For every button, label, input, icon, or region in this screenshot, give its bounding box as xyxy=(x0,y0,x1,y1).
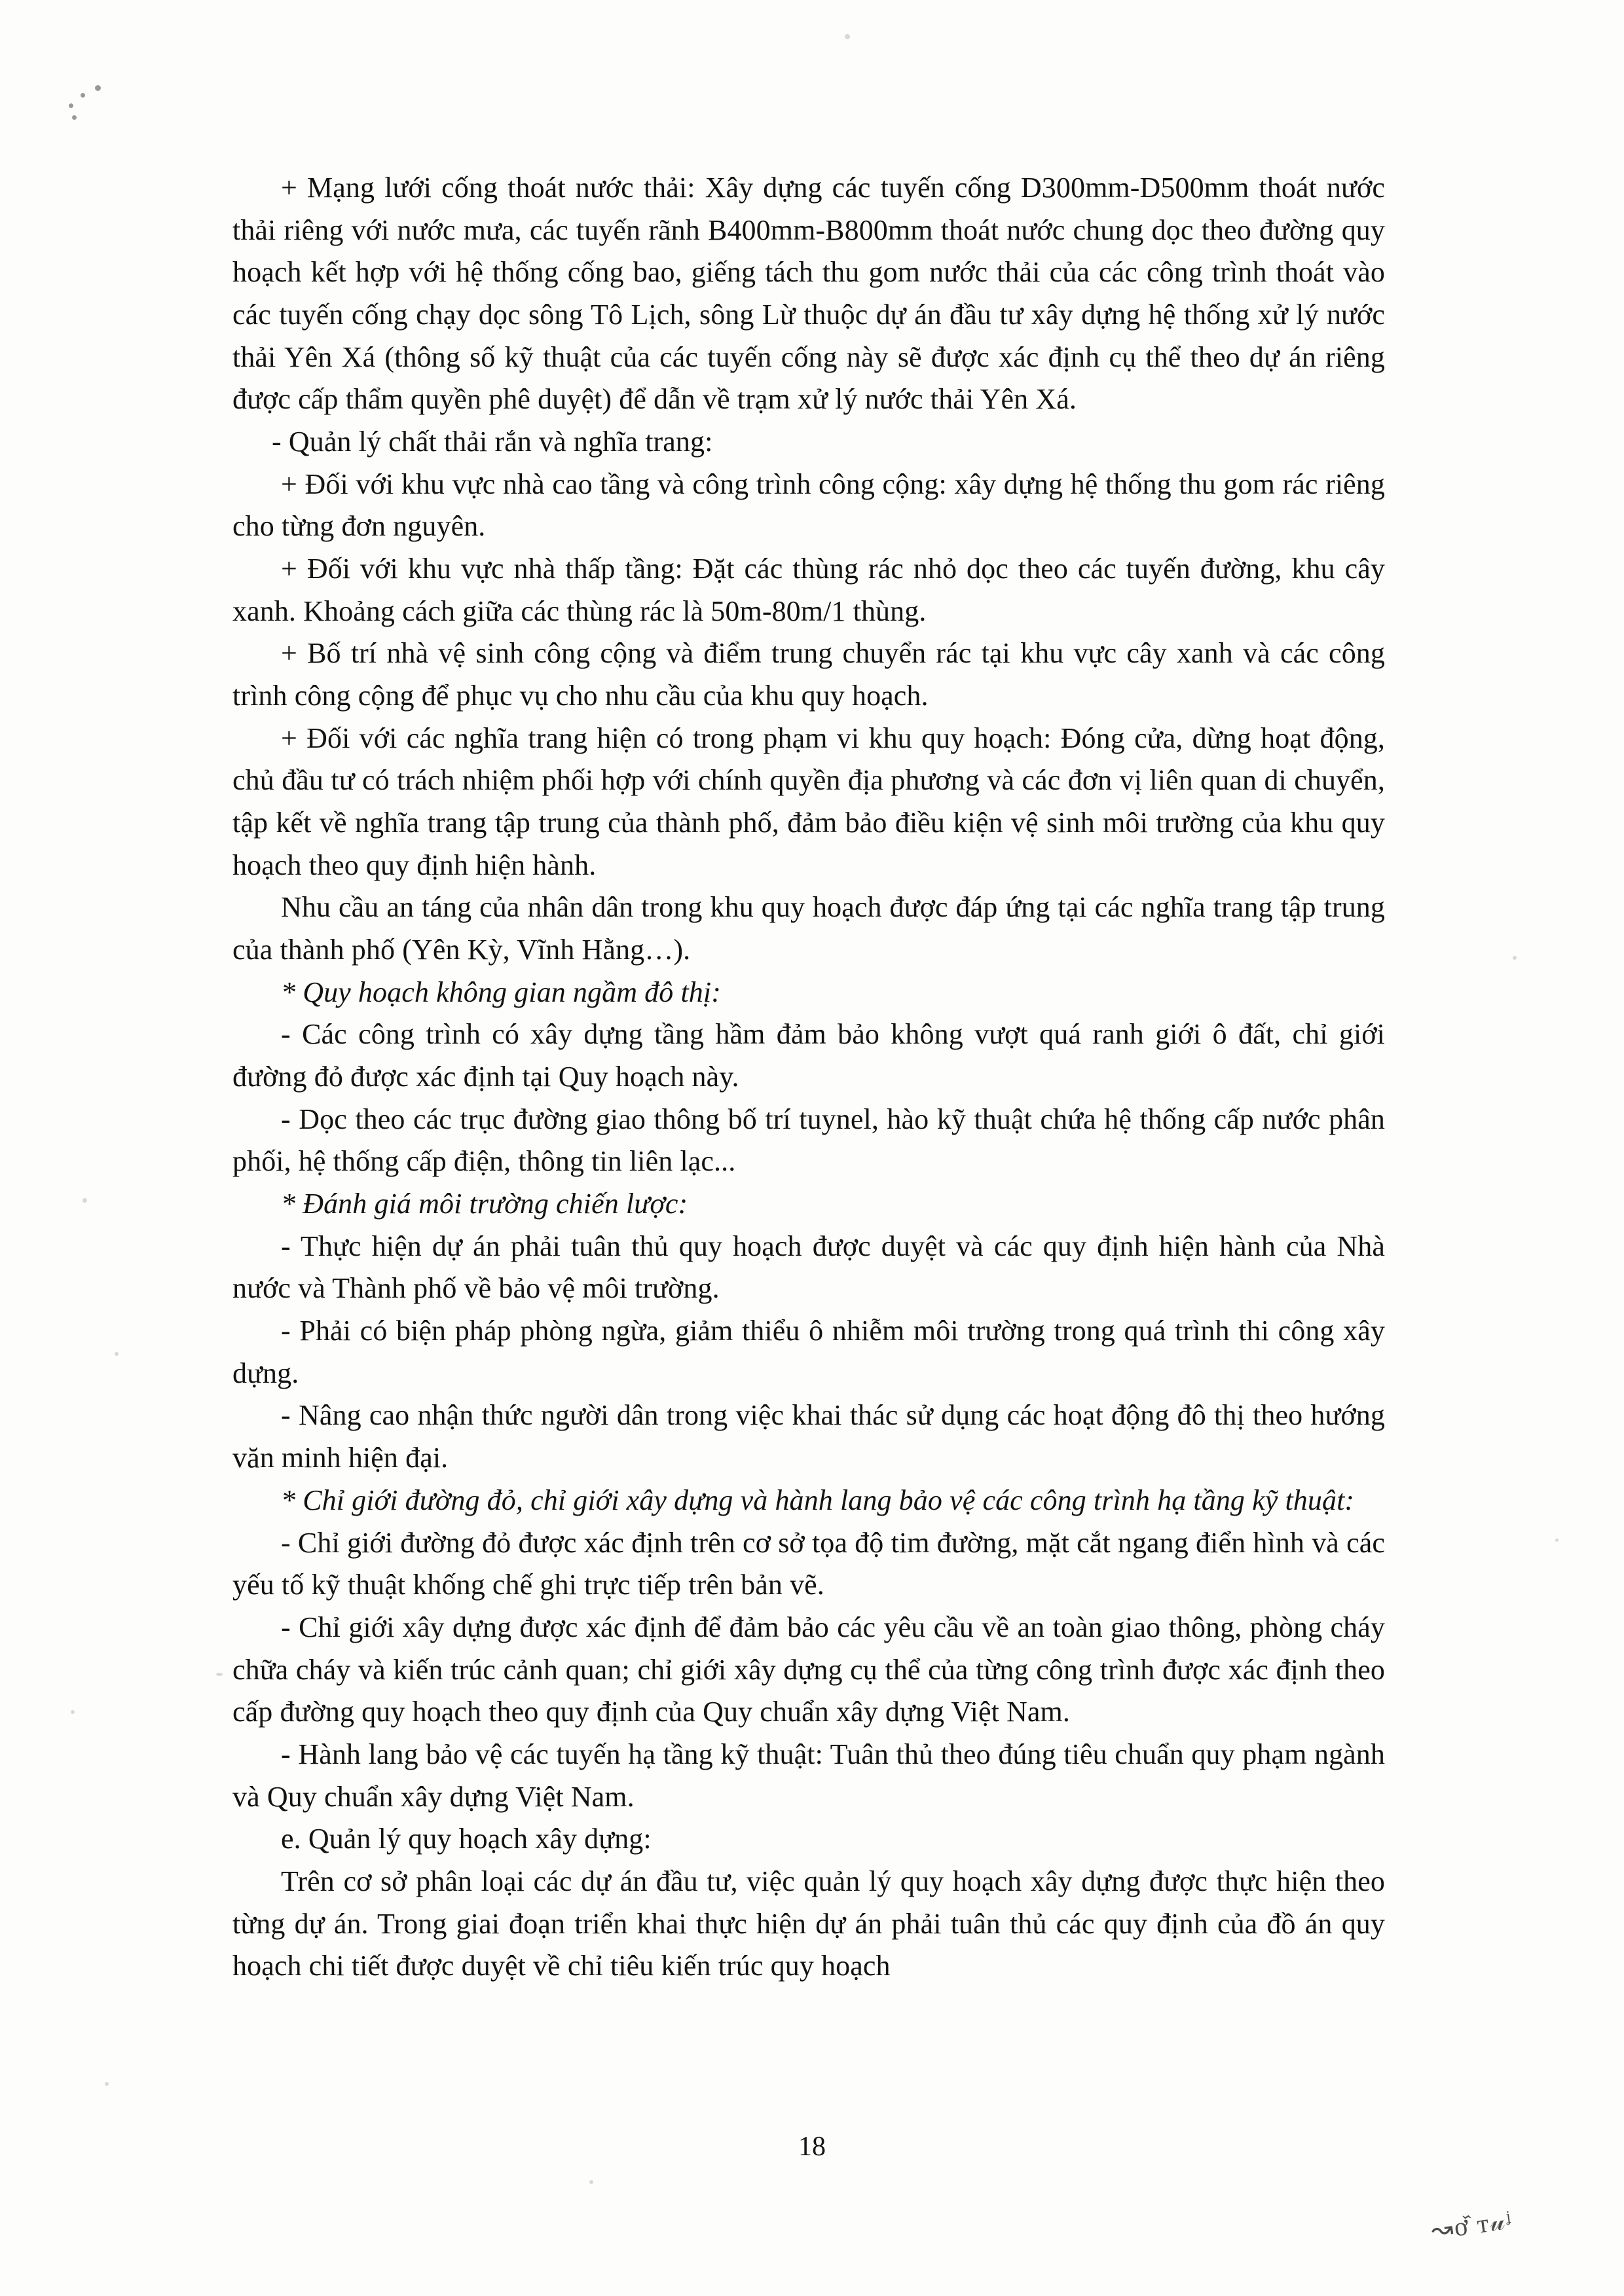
document-body xyxy=(232,167,1385,1988)
section-heading-italic: * Đánh giá môi trường chiến lược: xyxy=(281,1188,688,1220)
paragraph: + Mạng lưới cống thoát nước thải: Xây dựng các tuyến cống D300mm-D500mm thoát nước thải riêng với nước mưa, các tuyến rãnh B400mm-B800mm thoát nước chung dọc theo đường quy hoạch kết hợp với hệ thống cống bao, giếng tách thu gom nước thải của các công trình thoát vào các tuyến cống chạy dọc sông Tô Lịch, sông Lừ thuộc dự án đầu tư xây dựng hệ thống xử lý nước thải Yên Xá (thông số kỹ thuật của các tuyến cống này sẽ được xác định cụ thể theo dự án riêng được cấp thẩm quyền phê duyệt) để dẫn về trạm xử lý nước thải Yên Xá. xyxy=(232,172,1385,416)
paragraph: - Hành lang bảo vệ các tuyến hạ tầng kỹ thuật: Tuân thủ theo đúng tiêu chuẩn quy phạm ngành và Quy chuẩn xây dựng Việt Nam. xyxy=(232,1738,1385,1813)
paragraph: Trên cơ sở phân loại các dự án đầu tư, việc quản lý quy hoạch xây dựng được thực hiện theo từng dự án. Trong giai đoạn triển khai thực hiện dự án phải tuân thủ các quy định của đồ án quy hoạch chi tiết được duyệt về chỉ tiêu kiến trúc quy hoạch xyxy=(232,1865,1385,1982)
handwritten-signature: ↝ơ᷈ ᴛ𝓊ᶨ xyxy=(1429,2204,1514,2246)
paragraph: + Đối với các nghĩa trang hiện có trong phạm vi khu quy hoạch: Đóng cửa, dừng hoạt động, chủ đầu tư có trách nhiệm phối hợp với chính quyền địa phương và các đơn vị liên quan di chuyển, tập kết về nghĩa trang tập trung của thành phố, đảm bảo điều kiện vệ sinh môi trường của khu quy hoạch theo quy định hiện hành. xyxy=(232,721,1385,881)
paragraph: + Đối với khu vực nhà cao tầng và công trình công cộng: xây dựng hệ thống thu gom rác riêng cho từng đơn nguyên. xyxy=(232,467,1385,543)
scan-corner-mark xyxy=(69,85,128,124)
page-number: 18 xyxy=(798,2132,826,2162)
paragraph: - Phải có biện pháp phòng ngừa, giảm thiểu ô nhiễm môi trường trong quá trình thi công xây dựng. xyxy=(232,1315,1385,1389)
paragraph: - Dọc theo các trục đường giao thông bố trí tuynel, hào kỹ thuật chứa hệ thống cấp nước phân phối, hệ thống cấp điện, thông tin liên lạc... xyxy=(232,1102,1385,1178)
paragraph: Nhu cầu an táng của nhân dân trong khu quy hoạch được đáp ứng tại các nghĩa trang tập trung của thành phố (Yên Kỳ, Vĩnh Hằng…). xyxy=(232,891,1385,966)
paragraph: - Thực hiện dự án phải tuân thủ quy hoạch được duyệt và các quy định hiện hành của Nhà nước và Thành phố về bảo vệ môi trường. xyxy=(232,1230,1385,1305)
paragraph: - Các công trình có xây dựng tầng hầm đảm bảo không vượt quá ranh giới ô đất, chỉ giới đường đỏ được xác định tại Quy hoạch này. xyxy=(232,1018,1385,1093)
paragraph: - Quản lý chất thải rắn và nghĩa trang: xyxy=(272,426,713,458)
subsection-heading: e. Quản lý quy hoạch xây dựng: xyxy=(281,1823,652,1855)
paragraph: - Chỉ giới đường đỏ được xác định trên cơ sở tọa độ tim đường, mặt cắt ngang điển hình và các yếu tố kỹ thuật khống chế ghi trực tiếp trên bản vẽ. xyxy=(232,1526,1385,1601)
paragraph: - Chỉ giới xây dựng được xác định để đảm bảo các yêu cầu về an toàn giao thông, phòng cháy chữa cháy và kiến trúc cảnh quan; chỉ giới xây dựng cụ thể của từng công trình được xác định theo cấp đường quy hoạch theo quy định của Quy chuẩn xây dựng Việt Nam. xyxy=(232,1611,1385,1728)
paragraph: - Nâng cao nhận thức người dân trong việc khai thác sử dụng các hoạt động đô thị theo hướng văn minh hiện đại. xyxy=(232,1399,1385,1474)
paragraph: + Bố trí nhà vệ sinh công cộng và điểm trung chuyển rác tại khu vực cây xanh và các công trình công cộng để phục vụ cho nhu cầu của khu quy hoạch. xyxy=(232,637,1385,712)
section-heading-italic: * Quy hoạch không gian ngầm đô thị: xyxy=(281,975,721,1008)
section-heading-italic: * Chỉ giới đường đỏ, chỉ giới xây dựng và hành lang bảo vệ các công trình hạ tầng kỹ thuật: xyxy=(281,1484,1355,1516)
paragraph: + Đối với khu vực nhà thấp tầng: Đặt các thùng rác nhỏ dọc theo các tuyến đường, khu cây xanh. Khoảng cách giữa các thùng rác là 50m-80m/1 thùng. xyxy=(232,553,1385,627)
